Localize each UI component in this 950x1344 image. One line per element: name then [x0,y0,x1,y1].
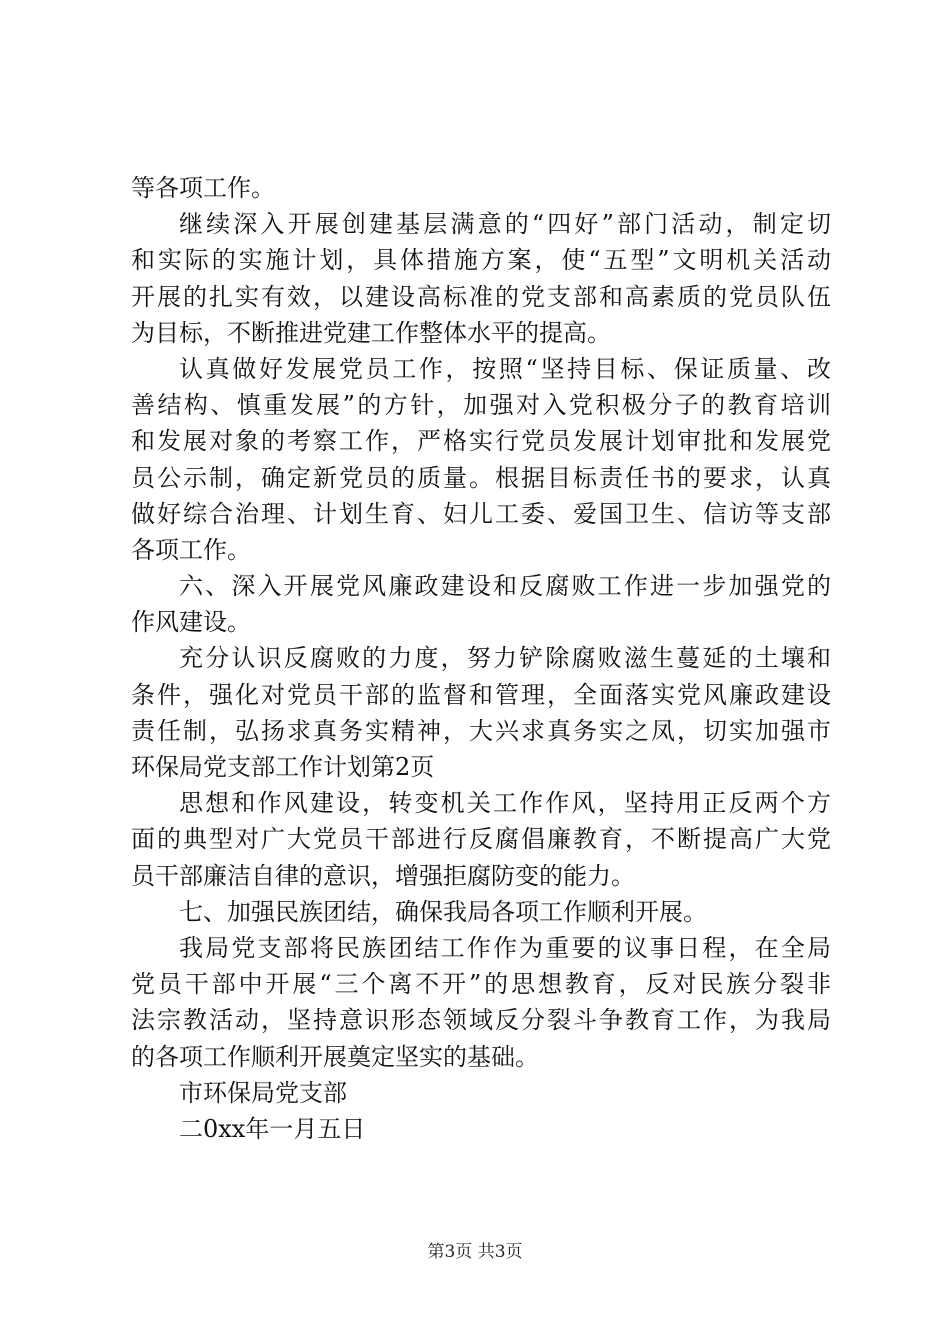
text-line: 市环保局党支部 [179,1078,347,1107]
text-line: 作风建设。 [131,608,251,637]
document-body [131,170,831,1147]
text-line: 善结构、慎重发展”的方针，加强对入党积极分子的教育培训 [131,391,831,420]
text-line: 法宗教活动，坚持意识形态领域反分裂斗争教育工作，为我局 [131,1006,831,1035]
text-line: 我局党支部将民族团结工作作为重要的议事日程，在全局 [179,933,831,962]
text-line: 和发展对象的考察工作，严格实行党员发展计划审批和发展党 [131,427,831,456]
text-line: 各项工作。 [131,535,251,564]
text-line: 七、加强民族团结，确保我局各项工作顺利开展。 [179,897,707,926]
text-line: 思想和作风建设，转变机关工作作风，坚持用正反两个方 [179,789,831,818]
text-line: 六、深入开展党风廉政建设和反腐败工作进一步加强党的 [179,572,831,601]
text-line: 员干部廉洁自律的意识，增强拒腐防变的能力。 [131,861,635,890]
text-line: 员公示制，确定新党员的质量。根据目标责任书的要求，认真 [131,463,831,492]
text-line: 认真做好发展党员工作，按照“坚持目标、保证质量、改 [179,354,831,383]
text-line: 条件，强化对党员干部的监督和管理，全面落实党风廉政建设 [131,680,831,709]
text-line: 党员干部中开展“三个离不开”的思想教育，反对民族分裂非 [131,970,831,999]
text-line: 面的典型对广大党员干部进行反腐倡廉教育，不断提高广大党 [131,825,831,854]
text-line: 等各项工作。 [131,174,275,202]
page-footer: 第3页 共3页 [427,1242,523,1262]
text-line: 的各项工作顺利开展奠定坚实的基础。 [131,1042,539,1071]
text-line: 继续深入开展创建基层满意的“四好”部门活动，制定切 [179,210,831,239]
text-line: 为目标，不断推进党建工作整体水平的提高。 [131,318,611,347]
text-line: 做好综合治理、计划生育、妇儿工委、爱国卫生、信访等支部 [131,499,831,528]
text-line: 责任制，弘扬求真务实精神，大兴求真务实之凤，切实加强市 [131,716,831,745]
text-line: 和实际的实施计划，具体措施方案，使“五型”文明机关活动 [131,246,831,275]
text-line: 环保局党支部工作计划第2页 [131,753,435,781]
text-line: 开展的扎实有效，以建设高标准的党支部和高素质的党员队伍 [131,282,831,311]
text-line: 充分认识反腐败的力度，努力铲除腐败滋生蔓延的土壤和 [179,644,831,673]
text-line: 二0xx年一月五日 [179,1114,366,1143]
